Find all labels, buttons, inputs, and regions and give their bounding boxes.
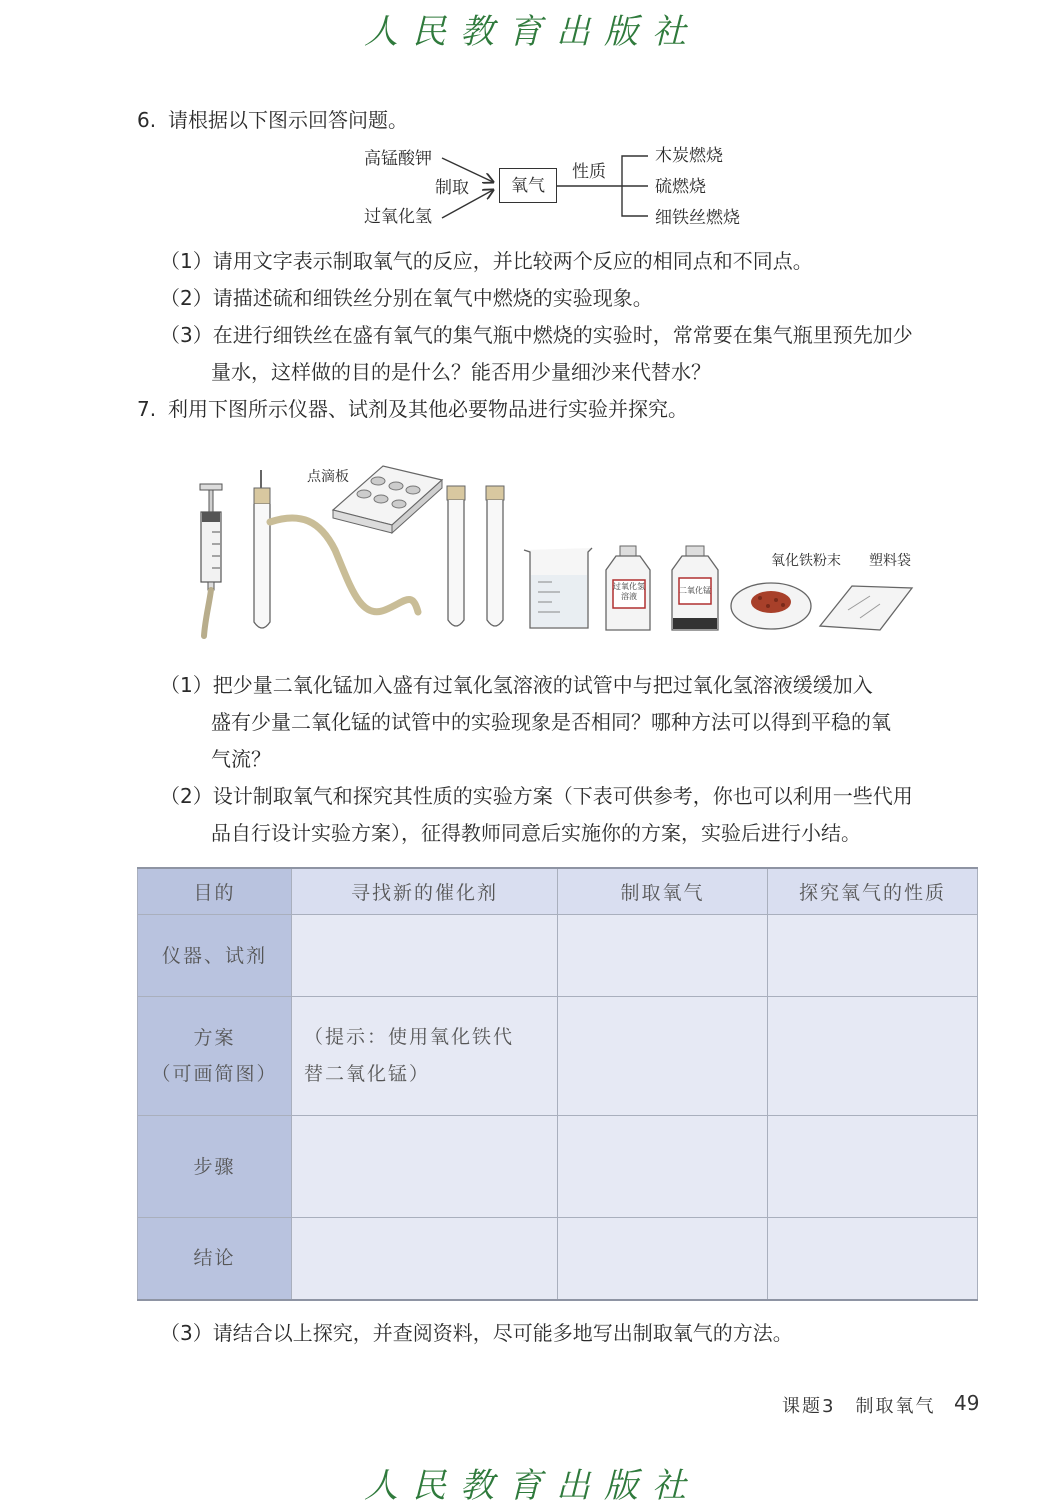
row-label-plan-line2: （可画简图） — [151, 1063, 278, 1085]
plan-hint-line1: （提示：使用氧化铁代 — [304, 1026, 515, 1048]
header-oxygen-properties: 探究氧气的性质 — [768, 868, 978, 915]
diagram-outcome-iron: 细铁丝燃烧 — [655, 208, 740, 228]
label-spot-plate: 点滴板 — [307, 469, 349, 485]
cell-conclusion-properties — [768, 1218, 978, 1300]
header-new-catalyst: 寻找新的催化剂 — [292, 868, 558, 915]
q7-sub2-line1: （2）设计制取氧气和探究其性质的实验方案（下表可供参考，你也可以利用一些代用 — [160, 784, 913, 808]
q6-stem: 请根据以下图示回答问题。 — [168, 108, 408, 132]
label-bottle-mno2: 二氧化锰 — [679, 586, 711, 595]
q7-number: 7. — [137, 397, 157, 421]
header-prepare-oxygen: 制取氧气 — [558, 868, 768, 915]
cell-apparatus-prepare — [558, 915, 768, 997]
syringe — [200, 484, 222, 636]
plastic-bag — [820, 586, 912, 630]
iron-oxide-dish — [731, 583, 811, 629]
arrow-kmno4 — [442, 158, 493, 182]
q7-sub3: （3）请结合以上探究，并查阅资料，尽可能多地写出制取氧气的方法。 — [160, 1321, 793, 1345]
q6-number: 6. — [137, 108, 157, 132]
q6-sub2: （2）请描述硫和细铁丝分别在氧气中燃烧的实验现象。 — [160, 286, 653, 310]
plan-hint-line2: 替二氧化锰） — [304, 1063, 431, 1085]
label-bottle-h2o2-line2: 溶液 — [621, 592, 637, 601]
publisher-footer: 人民教育出版社 — [364, 1466, 700, 1506]
q7-stem: 利用下图所示仪器、试剂及其他必要物品进行实验并探究。 — [168, 397, 688, 421]
q7-sub1-line3: 气流？ — [211, 747, 271, 771]
beaker — [524, 548, 592, 628]
row-label-apparatus: 仪器、试剂 — [138, 915, 292, 997]
row-label-conclusion: 结论 — [138, 1218, 292, 1300]
cell-conclusion-catalyst — [292, 1218, 558, 1300]
arrow-h2o2 — [442, 190, 493, 218]
cell-apparatus-catalyst — [292, 915, 558, 997]
diagram-method-label: 制取 — [435, 178, 469, 198]
diagram-outcome-sulfur: 硫燃烧 — [655, 177, 706, 197]
label-iron-oxide: 氧化铁粉末 — [771, 553, 841, 569]
cell-plan-prepare — [558, 997, 768, 1116]
diagram-source-kmno4: 高锰酸钾 — [364, 149, 432, 169]
cell-conclusion-prepare — [558, 1218, 768, 1300]
diagram-oxygen-label: 氧气 — [511, 176, 545, 196]
q7-sub2-line2: 品自行设计实验方案），征得教师同意后实施你的方案，实验后进行小结。 — [211, 821, 861, 845]
diagram-property-label: 性质 — [572, 162, 606, 182]
diagram-arrows — [0, 0, 1064, 260]
cell-steps-prepare — [558, 1116, 768, 1218]
test-tube-1 — [447, 486, 465, 626]
cell-steps-catalyst — [292, 1116, 558, 1218]
diagram-outcome-charcoal: 木炭燃烧 — [655, 146, 723, 166]
cell-plan-catalyst — [292, 997, 558, 1116]
q6-sub1: （1）请用文字表示制取氧气的反应，并比较两个反应的相同点和不同点。 — [160, 249, 813, 273]
diagram-source-h2o2: 过氧化氢 — [364, 207, 432, 227]
apparatus-illustration — [0, 440, 1064, 650]
q6-sub3-line1: （3）在进行细铁丝在盛有氧气的集气瓶中燃烧的实验时，常常要在集气瓶里预先加少 — [160, 323, 913, 347]
label-plastic-bag: 塑料袋 — [869, 553, 911, 569]
spot-plate — [333, 466, 442, 533]
test-tube-2 — [486, 486, 504, 626]
header-purpose: 目的 — [138, 868, 292, 915]
q7-sub1-line1: （1）把少量二氧化锰加入盛有过氧化氢溶液的试管中与把过氧化氢溶液缓缓加入 — [160, 673, 873, 697]
label-bottle-h2o2 — [613, 582, 645, 602]
row-label-plan — [138, 997, 292, 1116]
page-number: 49 — [954, 1391, 980, 1415]
cell-steps-properties — [768, 1116, 978, 1218]
cell-plan-properties — [768, 997, 978, 1116]
cell-apparatus-properties — [768, 915, 978, 997]
row-label-steps: 步骤 — [138, 1116, 292, 1218]
q7-sub1-line2: 盛有少量二氧化锰的试管中的实验现象是否相同？哪种方法可以得到平稳的氧 — [211, 710, 891, 734]
row-label-plan-line1: 方案 — [193, 1027, 236, 1049]
publisher-header: 人民教育出版社 — [364, 12, 700, 52]
label-bottle-h2o2-line1: 过氧化氢 — [613, 582, 645, 591]
experiment-plan-table — [137, 867, 978, 1301]
q6-sub3-line2: 量水，这样做的目的是什么？能否用少量细沙来代替水？ — [211, 360, 711, 384]
footer-section-title: 课题3 制取氧气 — [782, 1396, 936, 1417]
